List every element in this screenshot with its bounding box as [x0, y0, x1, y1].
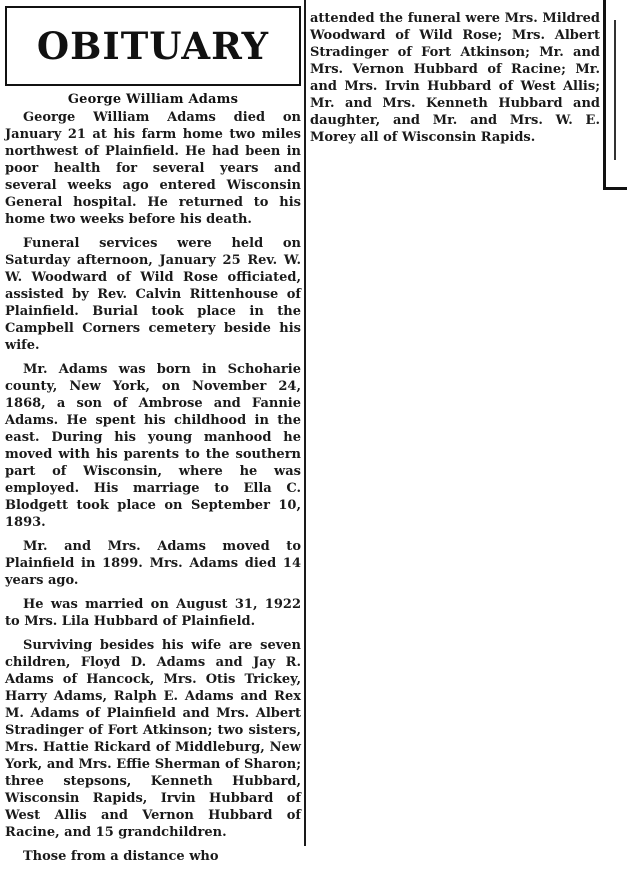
paragraph-move: Mr. and Mrs. Adams moved to Plainfield in 1899. Mrs. Adams died 14 years ago. — [5, 539, 301, 588]
adjacent-column-rule — [614, 20, 616, 160]
paragraph-death: George William Adams died on January 21 at his farm home two miles northwest of Plainfield. He had been in poor health for several years and several weeks ago entered Wisconsin General hospital. He returned to his home two weeks before his death. — [5, 110, 301, 227]
paragraph-attendees-start: Those from a distance who — [23, 849, 219, 864]
paragraph-remarriage: He was married on August 31, 1922 to Mrs. Lila Hubbard of Plainfield. — [5, 597, 301, 629]
right-column — [310, 10, 600, 153]
masthead-title: OBITUARY — [36, 24, 270, 68]
article-headline: George William Adams — [67, 92, 239, 107]
paragraph-survivors: Surviving besides his wife are seven children, Floyd D. Adams and Jay R. Adams of Hancock, Mrs. Otis Trickey, Harry Adams, Ralph E. Adams and Rex M. Adams of Plainfield and Mrs. Albert Stradinger of Fort Atkinson; two sisters, Mrs. Hattie Rickard of Middleburg, New York, and Mrs. Effie Sherman of Sharon; three stepsons, Kenneth Hubbard, Wisconsin Rapids, Irvin Hubbard of West Allis and Vernon Hubbard of Racine, and 15 grandchildren. — [5, 638, 301, 840]
paragraph-attendees-continued: attended the funeral were Mrs. Mildred Woodward of Wild Rose; Mrs. Albert Stradinger of Fort Atkinson; Mr. and Mrs. Vernon Hubbard of Racine; Mr. and Mrs. Irvin Hubbard of West Allis; Mr. and Mrs. Kenneth Hubbard and daughter, and Mr. and Mrs. W. E. Morey all of Wisconsin Rapids. — [310, 11, 600, 145]
left-column — [5, 6, 301, 872]
paragraph-funeral: Funeral services were held on Saturday afternoon, January 25 Rev. W. W. Woodward of Wild Rose officiated, assisted by Rev. Calvin Rittenhouse of Plainfield. Burial took place in the Campbell Corners cemetery beside his wife. — [5, 236, 301, 353]
column-divider — [304, 0, 306, 846]
paragraph-birth: Mr. Adams was born in Schoharie county, New York, on November 24, 1868, a son of Ambrose and Fannie Adams. He spent his childhood in the east. During his young manhood he moved with his parents to the southern part of Wisconsin, where he was employed. His marriage to Ella C. Blodgett took place on September 10, 1893. — [5, 362, 301, 530]
obituary-masthead — [5, 6, 301, 86]
